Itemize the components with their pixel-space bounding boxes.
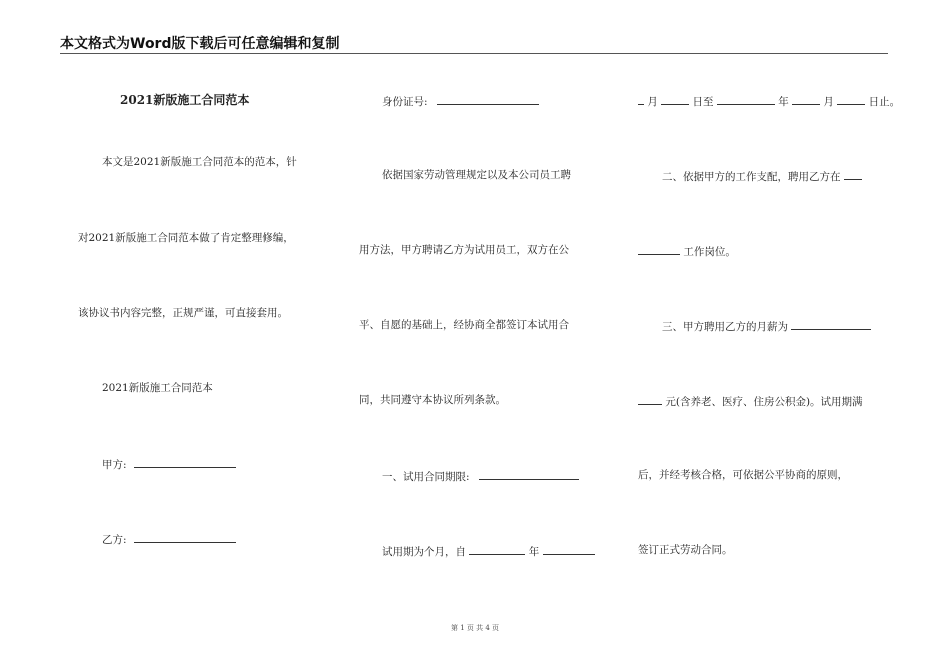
term-blank — [479, 468, 579, 480]
date-blank-2 — [717, 93, 775, 105]
date-blank-0 — [638, 93, 644, 105]
date-blank-4 — [837, 93, 865, 105]
id-number-row — [382, 93, 539, 109]
item-3-text-2: 元(含养老、医疗、住房公积金)。试用期满 — [665, 396, 863, 408]
period-date-row — [638, 93, 900, 109]
date-month-1: 月 — [647, 96, 658, 108]
item-2-line-1 — [662, 168, 862, 184]
section-subtitle: 2021新版施工合同范本 — [102, 382, 213, 394]
term-row — [382, 468, 579, 484]
item-3-line-2 — [638, 393, 863, 409]
salary-blank-b — [638, 393, 662, 405]
date-end: 日止。 — [868, 96, 901, 108]
party-a-row — [102, 456, 236, 472]
id-number-blank — [437, 93, 539, 105]
intro-line-1: 本文是2021新版施工合同范本的范本，针 — [102, 156, 297, 168]
item-2-text-2: 工作岗位。 — [683, 246, 736, 258]
term-label: 一、试用合同期限: — [382, 471, 470, 483]
date-month-2: 月 — [823, 96, 834, 108]
item-2-text: 二、依据甲方的工作支配，聘用乙方在 — [662, 171, 841, 183]
preamble-line-3: 平、自愿的基础上，经协商全都签订本试用合 — [359, 319, 569, 331]
period-row — [382, 543, 595, 559]
intro-line-3: 该协议书内容完整，正规严谨，可直接套用。 — [78, 307, 288, 319]
intro-line-2: 对2021新版施工合同范本做了肯定整理修编， — [78, 232, 294, 244]
item-3-line-4: 签订正式劳动合同。 — [638, 544, 733, 556]
item-2-blank-a — [844, 168, 862, 180]
party-b-row — [102, 531, 236, 547]
date-year: 年 — [778, 96, 789, 108]
party-b-blank — [134, 531, 236, 543]
page-header — [60, 33, 888, 54]
item-2-blank-b — [638, 243, 680, 255]
id-number-label: 身份证号: — [382, 96, 428, 108]
party-a-label: 甲方: — [102, 459, 127, 471]
preamble-line-2: 用方法，甲方聘请乙方为试用员工，双方在公 — [359, 244, 569, 256]
item-3-text: 三、甲方聘用乙方的月薪为 — [662, 321, 788, 333]
period-year-label: 年 — [528, 546, 540, 558]
date-blank-3 — [792, 93, 820, 105]
item-3-line-1 — [662, 318, 871, 334]
preamble-line-1: 依据国家劳动管理规定以及本公司员工聘 — [382, 169, 571, 181]
party-a-blank — [134, 456, 236, 468]
document-title: 2021新版施工合同范本 — [120, 93, 250, 107]
header-text: 本文格式为Word版下载后可任意编辑和复制 — [60, 36, 340, 52]
salary-blank-a — [791, 318, 871, 330]
period-start-blank — [469, 543, 525, 555]
page-number: 第 1 页 共 4 页 — [450, 624, 500, 632]
date-blank-1 — [661, 93, 689, 105]
date-day-to: 日至 — [692, 96, 714, 108]
period-prefix: 试用期为个月，自 — [382, 546, 466, 558]
item-2-line-2 — [638, 243, 736, 259]
item-3-line-3: 后，并经考核合格，可依据公平协商的原则， — [638, 469, 848, 481]
period-month-blank — [543, 543, 595, 555]
party-b-label: 乙方: — [102, 534, 127, 546]
preamble-line-4: 同，共同遵守本协议所列条款。 — [359, 394, 506, 406]
